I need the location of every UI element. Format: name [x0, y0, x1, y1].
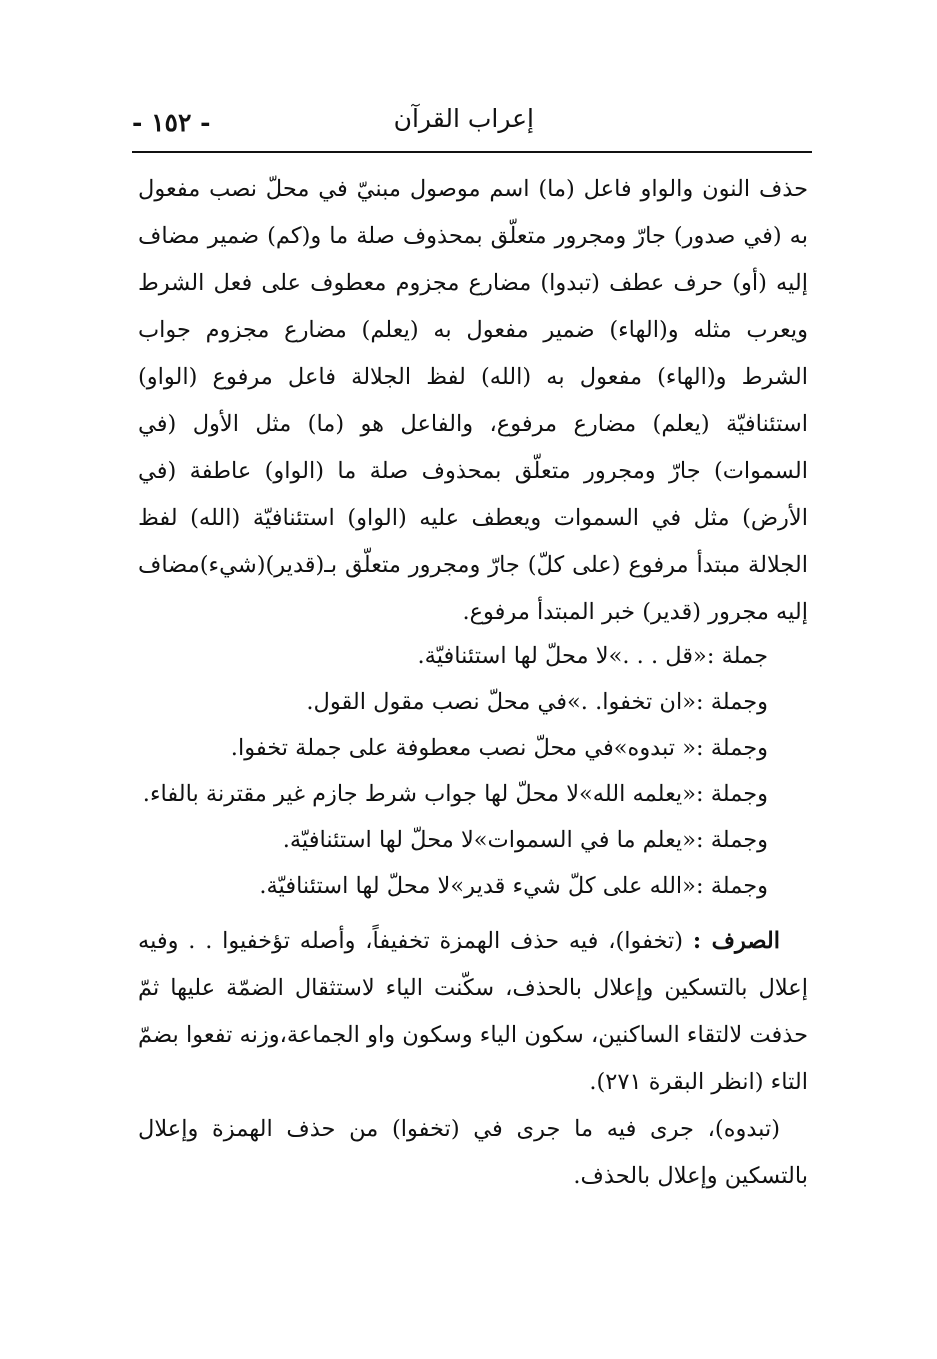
- parsing-paragraph: حذف النون والواو فاعل (ما) اسم موصول مبنيّ في محلّ نصب مفعول به (في صدور) جارّ ومجرور متعلّق بمحذوف صلة ما و(كم) ضمير مضاف إليه (أو) حرف عطف (تبدوا) مضارع مجزوم معطوف على فعل الشرط ويعرب مثله و(الهاء) ضمير مفعول به (يعلم) مضارع مجزوم جواب الشرط و(الهاء) مفعول به (الله) لفظ الجلالة فاعل مرفوع (الواو) استئنافيّة (يعلم) مضارع مرفوع، والفاعل هو (ما) مثل الأول (في السموات) جارّ ومجرور متعلّق بمحذوف صلة ما (الواو) عاطفة (في الأرض) مثل في السموات ويعطف عليه (الواو) استئنافيّة (الله) لفظ الجلالة مبتدأ مرفوع (على كلّ) جارّ ومجرور متعلّق بـ(قدير)(شيء)مضاف إليه مجرور (قدير) خبر المبتدأ مرفوع.: [138, 176, 808, 625]
- sentence-item: [138, 679, 768, 725]
- sentence-text: :«الله على كلّ شيء قدير»لا محلّ لها استئنافيّة.: [259, 873, 704, 899]
- sentence-label: وجملة: [710, 735, 768, 761]
- page-header: [132, 100, 812, 150]
- book-title: إعراب القرآن: [393, 104, 534, 133]
- sentence-text: :«قل . . .»لا محلّ لها استئنافيّة.: [417, 643, 715, 669]
- sentence-label: وجملة: [710, 827, 768, 853]
- sentence-item: [138, 771, 768, 817]
- sentence-text: :« تبدوه»في محلّ نصب معطوفة على جملة تخفوا.: [230, 735, 704, 761]
- sentence-item: [138, 725, 768, 771]
- morphology-section: [138, 918, 808, 1106]
- morphology-heading: الصرف :: [692, 928, 781, 954]
- sentence-label: وجملة: [710, 781, 768, 807]
- morphology-paragraph: (تخفوا)، فيه حذف الهمزة تخفيفاً، وأصله تؤخفيوا . . وفيه إعلال بالتسكين وإعلال بالحذف، سكّنت الياء لاستثقال الضمّة عليها ثمّ حذفت لالتقاء الساكنين، سكون الياء وسكون واو الجماعة،وزنه تفعوا بضمّ التاء (انظر البقرة ٢٧١).: [138, 928, 808, 1095]
- morphology-section-2: [138, 1106, 808, 1200]
- sentence-item: [138, 863, 768, 909]
- sentence-text: :«يعلم ما في السموات»لا محلّ لها استئنافيّة.: [282, 827, 704, 853]
- sentence-label: جملة: [721, 643, 768, 669]
- sentence-item: [138, 633, 768, 679]
- sentence-label: وجملة: [710, 873, 768, 899]
- page-number: - ١٥٢ -: [132, 108, 211, 137]
- sentence-item: [138, 817, 768, 863]
- sentence-list: [138, 633, 768, 909]
- sentence-text: :«ان تخفوا. .»في محلّ نصب مقول القول.: [306, 689, 704, 715]
- sentence-text: :«يعلمه الله»لا محلّ لها جواب شرط جازم غير مقترنة بالفاء.: [142, 781, 704, 807]
- morphology-paragraph-2: (تبدوه)، جرى فيه ما جرى في (تخفوا) من حذف الهمزة وإعلال بالتسكين وإعلال بالحذف.: [138, 1116, 808, 1189]
- main-parsing-text: [138, 166, 808, 636]
- sentence-label: وجملة: [710, 689, 768, 715]
- header-divider: [132, 151, 812, 153]
